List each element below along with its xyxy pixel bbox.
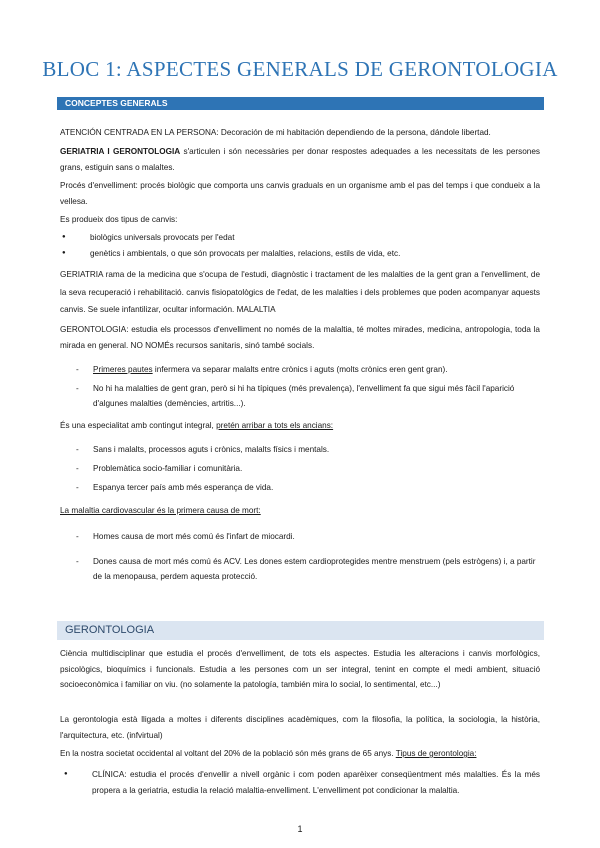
list-item: - Dones causa de mort més comú és ACV. Les dones estem cardioprotegides mentre menstruem (pels estrògens) i, a partir de la menopausa, perdem aquesta protecció. [93,554,540,585]
paragraph-societat: En la nostra societat occidental al voltant del 20% de la població són més grans de 65 anys. Tipus de gerontologia: [60,749,477,758]
changes-list [90,230,540,261]
term-geriatria-gerontologia: GERIATRIA I GERONTOLOGIA [60,147,181,156]
paragraph-disciplines: La gerontologia està lligada a moltes i diferents disciplines acadèmiques, com la filosofia, la política, la sociologia, la història, l'arquitectura, etc. (infvirtual) [60,715,540,740]
list-item: - Problemàtica socio-familiar i comunitària. [93,459,540,478]
list-item: ● biològics universals provocats per l'edat [90,230,540,246]
pautes-list [93,362,540,412]
list-item: - Espanya tercer país amb més esperança de vida. [93,478,540,497]
document-title: BLOC 1: ASPECTES GENERALS DE GERONTOLOGIA [42,57,558,81]
list-item: - Homes causa de mort més comú és l'infart de miocardi. [93,529,540,545]
section-heading-conceptes: CONCEPTES GENERALS [57,97,544,110]
paragraph-atencion: ATENCIÓN CENTRADA EN LA PERSONA: Decoración de mi habitación dependiendo de la persona, dándole libertad. [60,128,491,137]
underlined-term: Primeres pautes [93,365,153,374]
paragraph-cardiovascular: La malaltia cardiovascular és la primera causa de mort: [60,506,261,515]
list-item: - Sans i malalts, processos aguts i crònics, malalts físics i mentals. [93,440,540,459]
ancians-list [93,440,540,497]
list-item: ● genètics i ambientals, o que són provocats per malalties, relacions, estils de vida, etc. [90,246,540,262]
list-item: - Primeres pautes infermera va separar malalts entre crònics i aguts (molts crònics eren gent gran). [93,362,540,378]
paragraph-ciencia: Ciència multidisciplinar que estudia el procés d'envelliment, de tots els aspectes. Estudia les alteracions i canvis morfològics, psicològics, bioquímics i funcionals. Estudia a les persones com un ser integral, tenint en compte el medi ambient, situació socioeconòmica i familiar on viu. (no solamente la patología, también mira lo social, lo sentimental, etc...) [60,649,540,689]
paragraph-proces-envelliment: Procés d'envelliment: procés biològic que comporta uns canvis graduals en un organisme amb el pas del temps i que condueix a la vellesa. [60,181,540,206]
types-list [92,767,540,798]
paragraph-especialitat: És una especialitat amb contingut integral, pretén arribar a tots els ancians: [60,421,334,430]
paragraph-gerontologia: GERONTOLOGIA: estudia els processos d'envelliment no només de la malaltia, té moltes mirades, medicina, antropologia, toda la mirada en general. NO NOMÉs recursos sanitaris, sinó també socials. [60,325,540,350]
underlined-phrase: Tipus de gerontologia: [395,749,477,758]
list-item: - No hi ha malalties de gent gran, però si hi ha típiques (més prevalença), l'envelliment fa que sigui més fàcil l'aparició d'algunes malalties (demències, artritis...). [93,381,540,412]
paragraph-text: s'articulen i són necessàries per donar respostes adequades a les necessitats de les persones grans, estiguin sans o malaltes. [60,147,540,172]
page-number: 1 [297,824,303,834]
paragraph-geriatria-gerontologia [60,144,540,175]
paragraph-geriatria: GERIATRIA rama de la medicina que s'ocupa de l'estudi, diagnòstic i tractament de les malalties de la gent gran a l'envelliment, de la seva recuperació i rehabilitació. canvis fisiopatològics de l'edat, de les malalties i dels problemes que poden acompanyar aquests canvis. Se suele infantilizar, ocultar información. MALALTIA [60,270,540,314]
list-item: ● CLÍNICA: estudia el procés d'envellir a nivell orgànic i com poden aparèixer conseqüentment més malalties. És la més propera a la geriatria, estudia la relació malaltia-envelliment. L'envelliment pot condicionar la malaltia. [92,767,540,798]
underlined-phrase: pretén arribar a tots els ancians: [216,421,334,430]
paragraph-tipus-canvis: Es produeix dos tipus de canvis: [60,215,178,224]
mortality-list [93,529,540,585]
section-heading-gerontologia: GERONTOLOGIA [57,621,544,640]
